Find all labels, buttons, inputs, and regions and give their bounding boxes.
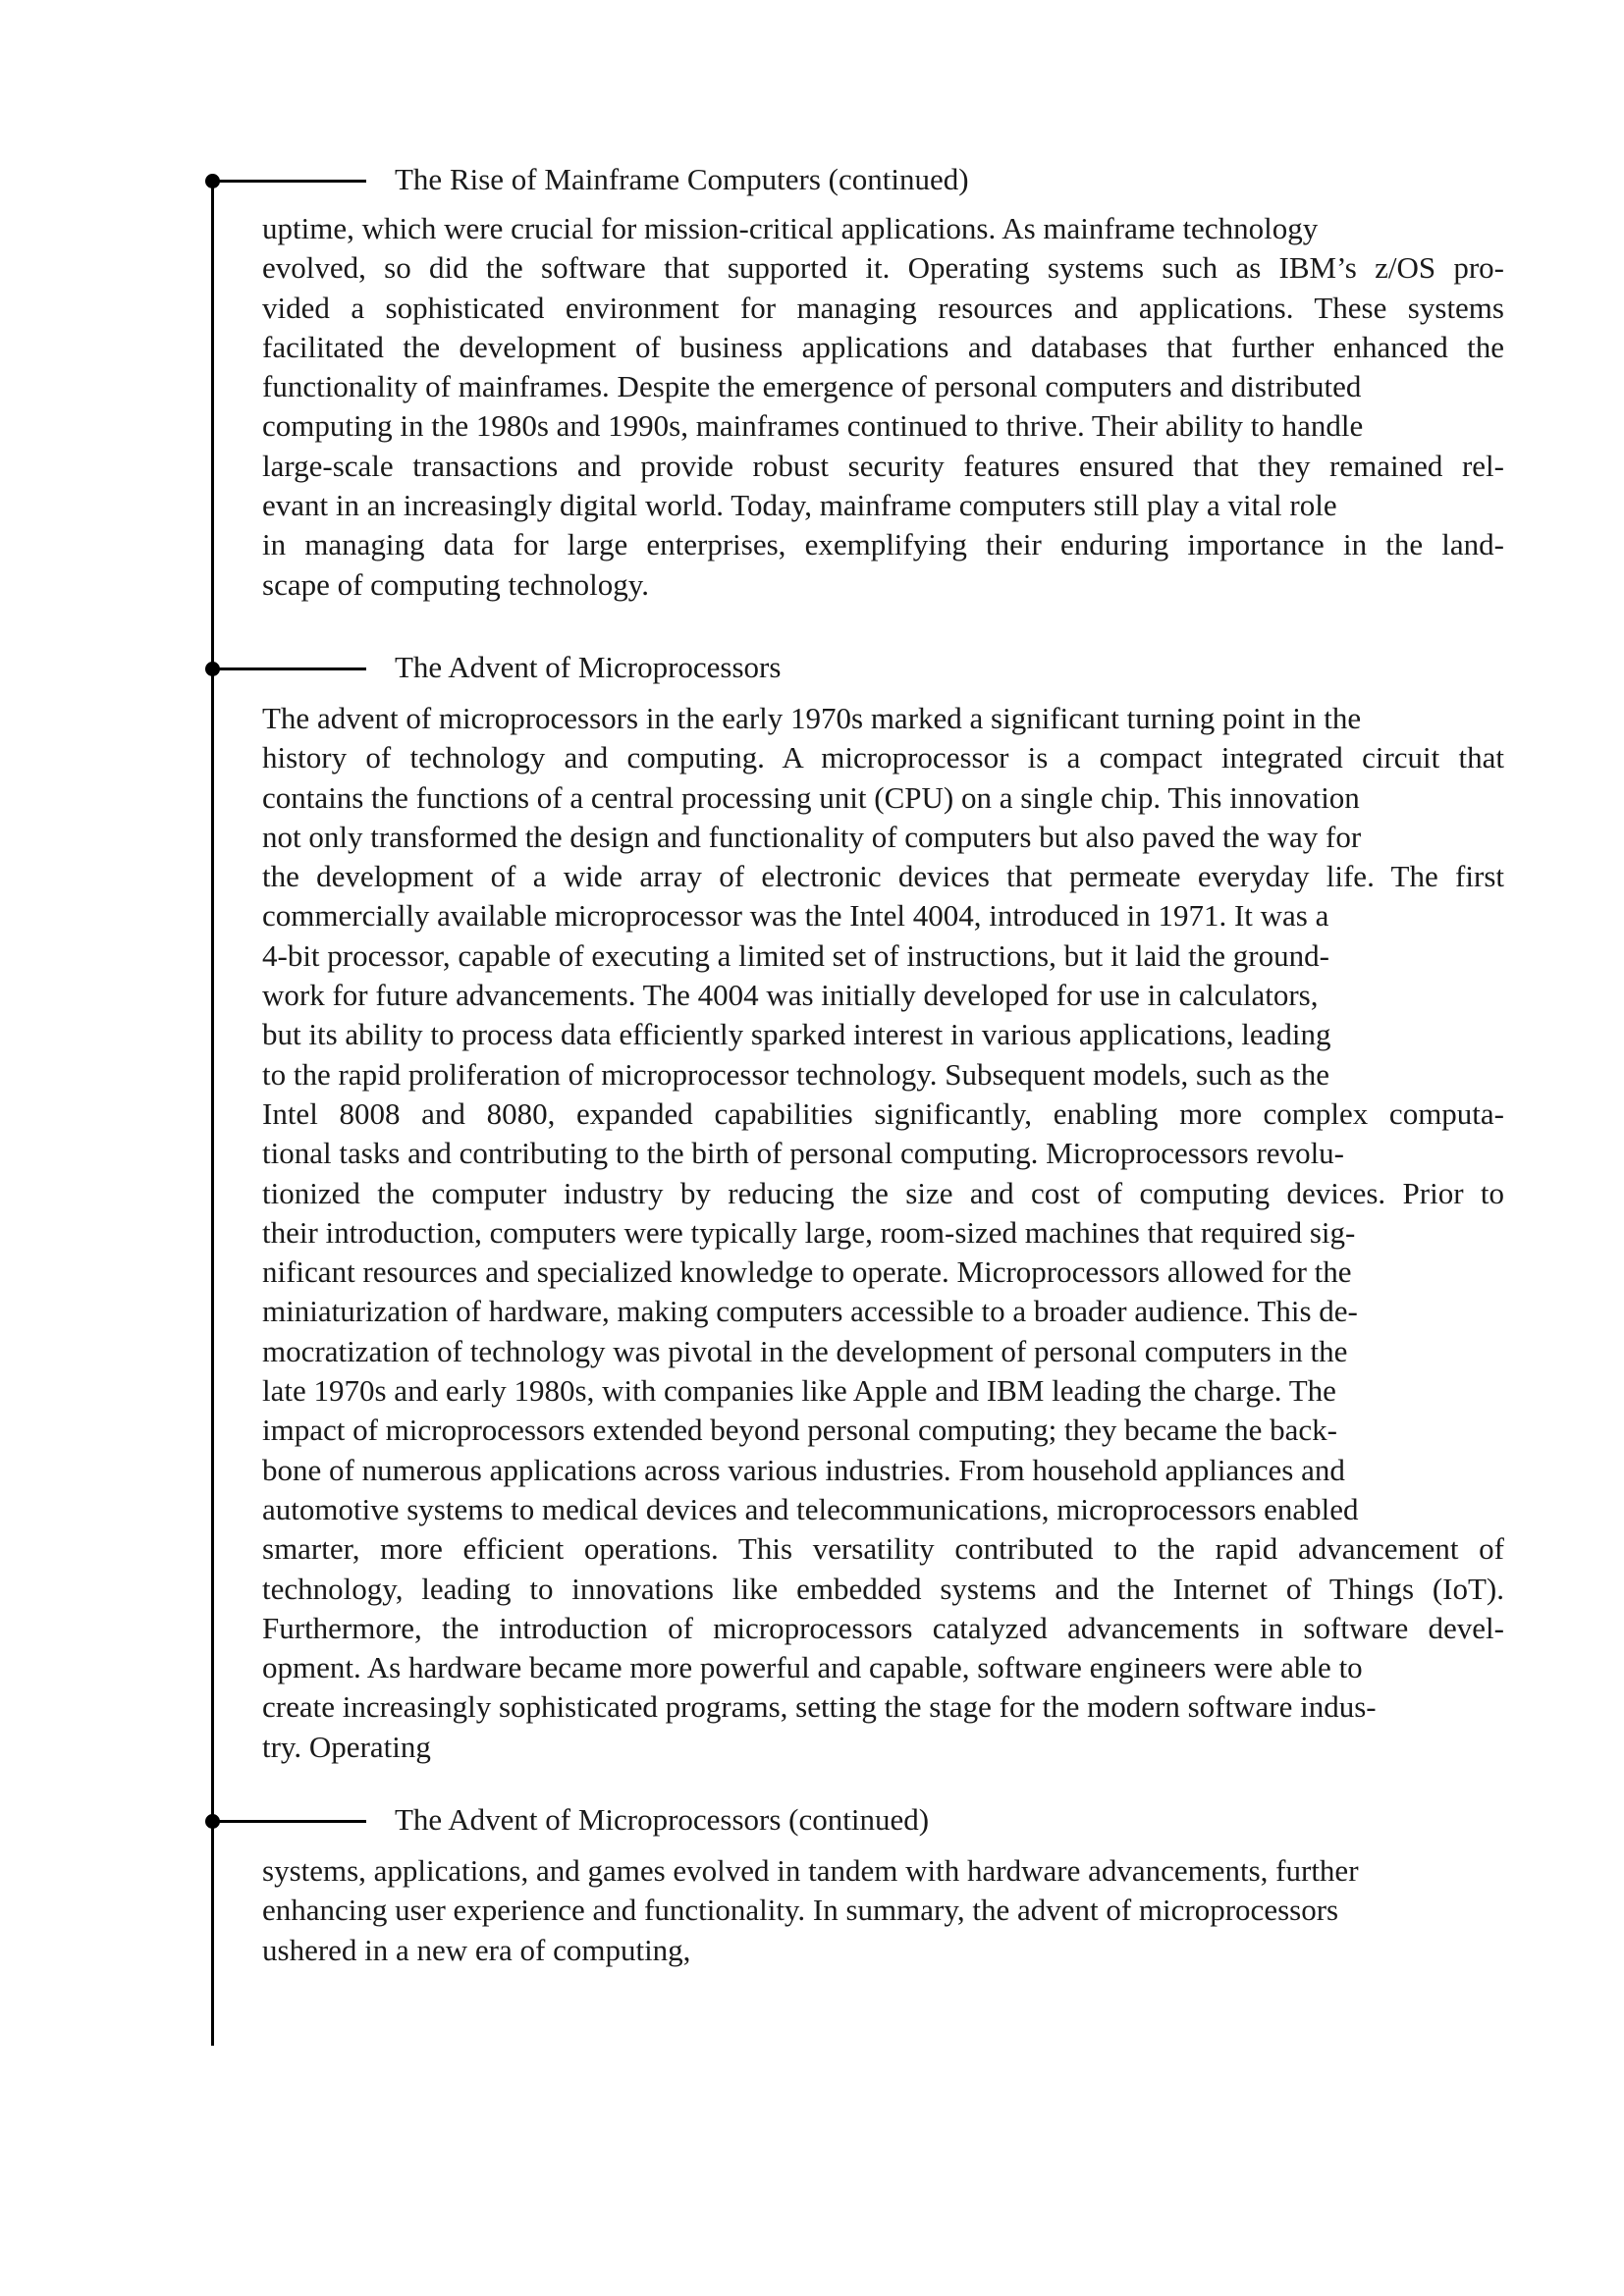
text-line: but its ability to process data efficiently sparked interest in various applications, leading: [262, 1017, 1331, 1052]
text-line: vided a sophisticated environment for managing resources and applications. These systems: [262, 290, 1504, 325]
text-line: evant in an increasingly digital world. Today, mainframe computers still play a vital role: [262, 488, 1337, 523]
text-line: uptime, which were crucial for mission-critical applications. As mainframe technology: [262, 211, 1319, 245]
text-line: tional tasks and contributing to the birth of personal computing. Microprocessors revolu-: [262, 1136, 1344, 1171]
text-line: their introduction, computers were typically large, room-sized machines that required sig-: [262, 1214, 1356, 1250]
timeline-node-connector: [212, 1820, 366, 1823]
text-line: impact of microprocessors extended beyond personal computing; they became the back-: [262, 1413, 1337, 1448]
text-line: contains the functions of a central processing unit (CPU) on a single chip. This innovation: [262, 779, 1360, 815]
timeline-node-connector: [212, 180, 366, 183]
text-line: tionized the computer industry by reducing the size and cost of computing devices. Prior to: [262, 1175, 1504, 1210]
text-line: create increasingly sophisticated programs, setting the stage for the modern software indus-: [262, 1689, 1377, 1725]
text-line: history of technology and computing. A microprocessor is a compact integrated circuit that: [262, 740, 1504, 775]
text-line: opment. As hardware became more powerful and capable, software engineers were able to: [262, 1650, 1363, 1685]
text-line: bone of numerous applications across various industries. From household appliances and: [262, 1452, 1345, 1487]
text-line: work for future advancements. The 4004 was initially developed for use in calculators,: [262, 978, 1319, 1013]
text-line: The advent of microprocessors in the early 1970s marked a significant turning point in the: [262, 701, 1362, 735]
timeline-vertical-line: [211, 181, 214, 2046]
text-line: Intel 8008 and 8080, expanded capabilities significantly, enabling more complex computa-: [262, 1095, 1504, 1131]
text-line: smarter, more efficient operations. This versatility contributed to the rapid advancement of: [262, 1531, 1504, 1567]
text-line: the development of a wide array of electronic devices that permeate everyday life. The first: [262, 859, 1504, 894]
timeline-node-connector: [212, 667, 366, 670]
text-line: mocratization of technology was pivotal in the development of personal computers in the: [262, 1333, 1348, 1368]
text-line: late 1970s and early 1980s, with companies like Apple and IBM leading the charge. The: [262, 1373, 1336, 1409]
text-line: 4-bit processor, capable of executing a limited set of instructions, but it laid the ground-: [262, 937, 1329, 973]
section-title: The Rise of Mainframe Computers (continued): [395, 162, 969, 196]
text-line: nificant resources and specialized knowledge to operate. Microprocessors allowed for the: [262, 1255, 1352, 1290]
text-line: systems, applications, and games evolved in tandem with hardware advancements, further: [262, 1853, 1359, 1888]
text-line: to the rapid proliferation of microprocessor technology. Subsequent models, such as the: [262, 1056, 1330, 1092]
text-line: technology, leading to innovations like embedded systems and the Internet of Things (IoT).: [262, 1571, 1504, 1606]
text-line: scape of computing technology.: [262, 566, 649, 602]
section-title: The Advent of Microprocessors (continued): [395, 1802, 930, 1837]
text-line: in managing data for large enterprises, exemplifying their enduring importance in the land-: [262, 527, 1504, 562]
text-line: functionality of mainframes. Despite the emergence of personal computers and distributed: [262, 369, 1362, 404]
text-line: miniaturization of hardware, making computers accessible to a broader audience. This de-: [262, 1294, 1358, 1329]
text-line: automotive systems to medical devices and telecommunications, microprocessors enabled: [262, 1491, 1359, 1526]
text-line: Furthermore, the introduction of microprocessors catalyzed advancements in software devel-: [262, 1610, 1504, 1645]
section-body: [262, 699, 1504, 1767]
text-line: ushered in a new era of computing,: [262, 1932, 691, 1967]
section-title: The Advent of Microprocessors: [395, 650, 782, 684]
text-line: facilitated the development of business applications and databases that further enhanced the: [262, 329, 1504, 364]
text-line: evolved, so did the software that supported it. Operating systems such as IBM’s z/OS pro-: [262, 250, 1504, 286]
text-line: commercially available microprocessor was the Intel 4004, introduced in 1971. It was a: [262, 898, 1329, 934]
text-line: computing in the 1980s and 1990s, mainframes continued to thrive. Their ability to handle: [262, 408, 1364, 444]
text-line: large-scale transactions and provide robust security features ensured that they remained rel-: [262, 448, 1504, 483]
text-line: not only transformed the design and functionality of computers but also paved the way for: [262, 819, 1362, 854]
text-line: try. Operating: [262, 1729, 431, 1764]
section-body: [262, 1851, 1504, 1970]
section-body: [262, 209, 1504, 605]
text-line: enhancing user experience and functionality. In summary, the advent of microprocessors: [262, 1893, 1339, 1928]
